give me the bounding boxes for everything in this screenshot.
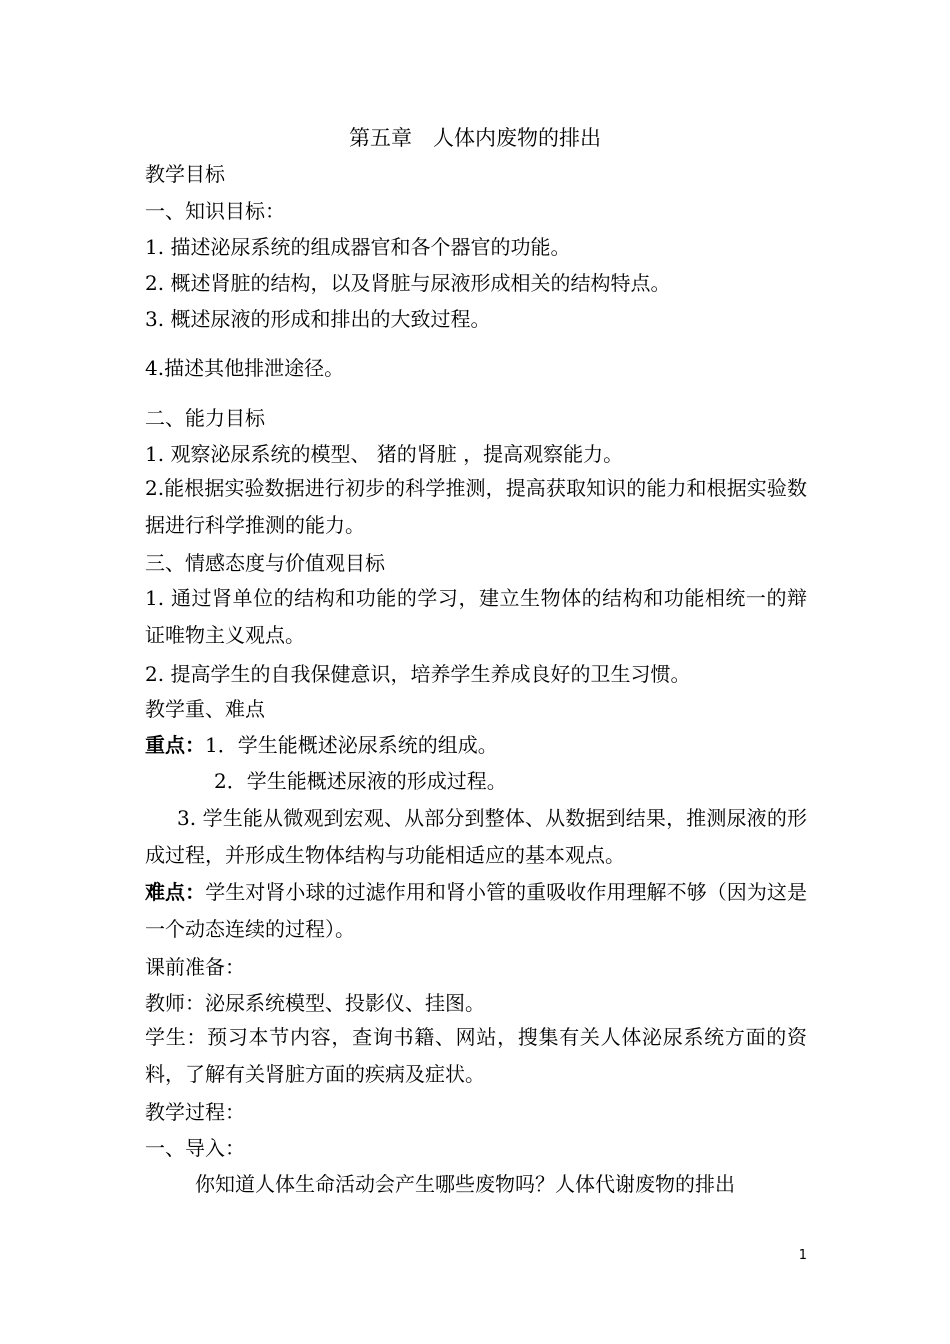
key-point-2: 2．学生能概述尿液的形成过程。: [214, 769, 507, 793]
section-heading-prep: 课前准备：: [145, 955, 245, 979]
difficult-point-text: 学生对肾小球的过滤作用和肾小管的重吸收作用理解不够（因为这是一个动态连续的过程）。: [145, 880, 807, 941]
difficult-point-label: 难点：: [145, 880, 206, 904]
page-number: 1: [798, 1248, 807, 1263]
emotion-item-1: 1. 通过肾单位的结构和功能的学习，建立生物体的结构和功能相统一的辩证唯物主义观点。: [145, 586, 807, 647]
knowledge-item-3: 3. 概述尿液的形成和排出的大致过程。: [145, 307, 491, 331]
section-heading-knowledge: 一、知识目标：: [145, 199, 285, 223]
ability-item-1: 1. 观察泌尿系统的模型、 猪的肾脏 ，提高观察能力。: [145, 442, 624, 466]
ability-item-2: 2.能根据实验数据进行初步的科学推测，提高获取知识的能力和根据实验数据进行科学推测的能力。: [145, 476, 807, 537]
chapter-title: 第五章 人体内废物的排出: [349, 126, 601, 150]
key-point-line-1: [145, 731, 498, 759]
key-point-1: 1．学生能概述泌尿系统的组成。: [205, 733, 498, 757]
section-heading-process: 教学过程：: [145, 1100, 245, 1124]
section-heading-emotion: 三、情感态度与价值观目标: [145, 551, 385, 575]
prep-student: 学生：预习本节内容，查询书籍、网站，搜集有关人体泌尿系统方面的资料，了解有关肾脏方面的疾病及症状。: [145, 1025, 807, 1086]
section-heading-intro: 一、导入：: [145, 1136, 245, 1160]
section-heading-teaching-goals: 教学目标: [145, 162, 225, 186]
knowledge-item-2: 2. 概述肾脏的结构，以及肾脏与尿液形成相关的结构特点。: [145, 271, 671, 295]
emotion-item-2: 2. 提高学生的自我保健意识，培养学生养成良好的卫生习惯。: [145, 662, 691, 686]
knowledge-item-4: 4.描述其他排泄途径。: [145, 356, 345, 380]
key-point-label: 重点：: [145, 733, 205, 757]
section-heading-ability: 二、能力目标: [145, 406, 265, 430]
intro-text: 你知道人体生命活动会产生哪些废物吗？人体代谢废物的排出: [195, 1172, 735, 1196]
difficult-point: [145, 874, 807, 948]
prep-teacher: 教师：泌尿系统模型、投影仪、挂图。: [145, 991, 485, 1015]
knowledge-item-1: 1. 描述泌尿系统的组成器官和各个器官的功能。: [145, 235, 571, 259]
key-point-3: 3. 学生能从微观到宏观、从部分到整体、从数据到结果，推测尿液的形成过程，并形成生物体结构与功能相适应的基本观点。: [145, 806, 807, 867]
section-heading-key-difficult: 教学重、难点: [145, 697, 265, 721]
